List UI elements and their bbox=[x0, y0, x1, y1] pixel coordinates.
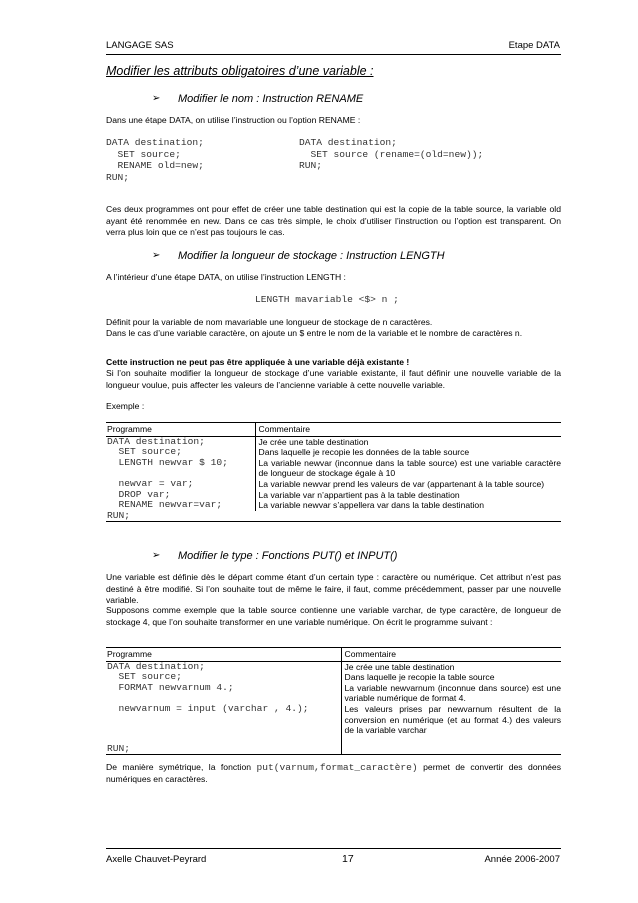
code-line: RUN; bbox=[299, 160, 323, 172]
final-text-start: De manière symétrique, la fonction bbox=[106, 762, 252, 772]
program-cell: RENAME newvar=var; bbox=[107, 499, 223, 511]
length-code: LENGTH mavariable <$> n ; bbox=[255, 294, 399, 305]
example-label: Exemple : bbox=[106, 401, 145, 411]
program-cell: DATA destination; bbox=[107, 660, 205, 672]
comment-cell: La variable newvar prend les valeurs de var (appartenant à la table source) bbox=[255, 479, 561, 490]
code-line: RENAME old=new; bbox=[106, 160, 204, 172]
length-intro: A l’intérieur d’une étape DATA, on utilise l’instruction LENGTH : bbox=[106, 272, 346, 282]
table-row bbox=[106, 500, 561, 511]
footer-year: Année 2006-2007 bbox=[484, 854, 560, 865]
bullet-rename-label: Modifier le nom : Instruction RENAME bbox=[178, 93, 364, 105]
final-code: put(varnum,format_caractère) bbox=[256, 762, 418, 773]
comment-cell: Je crée une table destination bbox=[341, 661, 561, 672]
column-header-comment: Commentaire bbox=[341, 648, 561, 662]
comment-cell: Je crée une table destination bbox=[255, 436, 561, 447]
program-cell: newvarnum = input (varchar , 4.); bbox=[107, 702, 309, 714]
code-line: SET source (rename=(old=new)); bbox=[299, 148, 484, 160]
page-title: Modifier les attributs obligatoires d’une variable : bbox=[106, 64, 374, 78]
program-cell: RUN; bbox=[106, 736, 341, 755]
column-header-program: Programme bbox=[106, 423, 255, 437]
arrow-bullet-icon: ➢ bbox=[152, 250, 161, 261]
table-header-row bbox=[106, 423, 561, 437]
table-row bbox=[106, 479, 561, 490]
rename-paragraph: Ces deux programmes ont pour effet de créer une table destination qui est la copie de la table source, la variable old ayant été renommée en new. Dans ce cas très simple, le choix d’utiliser l’instruction ou l’option est transparent. On verra plus loin que ce n’est pas toujours le cas. bbox=[106, 204, 561, 238]
rename-code-right bbox=[299, 137, 483, 172]
program-cell: RUN; bbox=[106, 511, 255, 522]
program-cell: FORMAT newvarnum 4.; bbox=[107, 681, 234, 693]
column-header-program: Programme bbox=[106, 648, 341, 662]
page-number: 17 bbox=[342, 853, 354, 865]
column-header-comment: Commentaire bbox=[255, 423, 561, 437]
length-warning-text: Si l’on souhaite modifier la longueur de stockage d’une variable existante, il faut définir une nouvelle variable de la longueur voulue, puis affecter les valeurs de l’ancienne variable à cette nouvelle variable. bbox=[106, 368, 561, 390]
final-paragraph bbox=[106, 762, 561, 785]
arrow-bullet-icon: ➢ bbox=[152, 550, 161, 561]
program-cell: SET source; bbox=[107, 446, 182, 458]
comment-cell: Les valeurs prises par newvarnum résultent de la conversion en numérique (et au format 4.) des valeurs de la variable varchar bbox=[341, 704, 561, 736]
final-text-end: permet de convertir des données numériques en caractères. bbox=[106, 762, 562, 784]
arrow-bullet-icon: ➢ bbox=[152, 93, 161, 104]
comment-cell: La variable newvar (inconnue dans la table source) est une variable caractère de longueur de stockage égale à 10 bbox=[255, 458, 561, 479]
header-right: Etape DATA bbox=[508, 40, 560, 51]
bullet-type-label: Modifier le type : Fonctions PUT() et INPUT() bbox=[178, 550, 398, 562]
program-cell: SET source; bbox=[107, 671, 182, 683]
code-line: DATA destination; bbox=[106, 137, 204, 148]
length-example-table bbox=[106, 422, 561, 522]
length-para1-line2: Dans le cas d’une variable caractère, on ajoute un $ entre le nom de la variable et le nombre de caractères n. bbox=[106, 328, 523, 338]
type-paragraph-2: Supposons comme exemple que la table source contienne une variable varchar, de type caractère, de longueur de stockage 4, que l’on souhaite transformer en une variable numérique. On écrit le programme suivant : bbox=[106, 605, 561, 627]
footer-rule bbox=[106, 848, 561, 849]
comment-cell: La variable var n’appartient pas à la table destination bbox=[255, 490, 561, 501]
type-paragraph-1: Une variable est définie dès le départ comme étant d’un certain type : caractère ou numérique. Cet attribut n’est pas destiné à être modifié. Si l’on souhaite tout de même le faire, il faut, comme précédemment, passer par une nouvelle variable. bbox=[106, 572, 561, 606]
comment-cell: La variable newvarnum (inconnue dans source) est une variable numérique de format 4. bbox=[341, 683, 561, 704]
code-line: RUN; bbox=[106, 172, 130, 184]
program-cell: DROP var; bbox=[107, 488, 171, 500]
comment-cell bbox=[341, 736, 561, 755]
program-cell: newvar = var; bbox=[107, 477, 194, 489]
code-line: DATA destination; bbox=[299, 137, 397, 148]
program-cell: DATA destination; bbox=[107, 435, 205, 447]
rename-code-left bbox=[106, 137, 204, 184]
length-warning: Cette instruction ne peut pas être appliquée à une variable déjà existante ! bbox=[106, 357, 410, 367]
comment-cell: Dans laquelle je recopie les données de la table source bbox=[255, 447, 561, 458]
comment-cell bbox=[255, 511, 561, 522]
header-rule bbox=[106, 54, 561, 55]
table-row bbox=[106, 704, 561, 736]
bullet-length-label: Modifier la longueur de stockage : Instruction LENGTH bbox=[178, 250, 445, 262]
type-example-table bbox=[106, 647, 561, 755]
table-row bbox=[106, 511, 561, 522]
comment-cell: La variable newvar s’appellera var dans la table destination bbox=[255, 500, 561, 511]
length-para1-line1: Définit pour la variable de nom mavariable une longueur de stockage de n caractères. bbox=[106, 317, 433, 327]
comment-cell: Dans laquelle je recopie la table source bbox=[341, 672, 561, 683]
table-row bbox=[106, 736, 561, 755]
table-row bbox=[106, 683, 561, 704]
footer-author: Axelle Chauvet-Peyrard bbox=[106, 854, 207, 865]
program-cell: LENGTH newvar $ 10; bbox=[107, 456, 228, 468]
table-row bbox=[106, 458, 561, 479]
table-header-row bbox=[106, 648, 561, 662]
header-left: LANGAGE SAS bbox=[106, 40, 174, 51]
code-line: SET source; bbox=[106, 148, 181, 160]
rename-intro: Dans une étape DATA, on utilise l’instruction ou l’option RENAME : bbox=[106, 115, 361, 125]
